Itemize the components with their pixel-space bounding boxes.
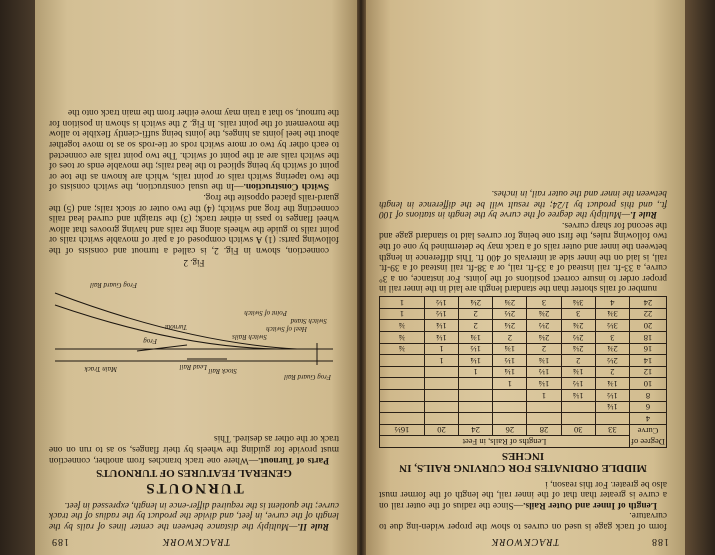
table-cell-degree: 10 [630,378,667,390]
table-cell: 3¼ [561,297,595,309]
table-cell: 2¾ [527,308,561,320]
table-cell: 1¾ [493,343,527,355]
table-cell [424,390,458,402]
table-row [380,366,667,378]
table-cell [493,401,527,413]
table-cell: 1½ [527,366,561,378]
table-cell: 1¼ [527,378,561,390]
turnout-diagram [51,273,337,389]
table-cell [493,390,527,402]
table-cell: 2½ [595,355,629,367]
right-body-bottom [49,107,339,255]
running-head [381,533,669,547]
table-cell: 4 [595,297,629,309]
table-length-head: 30 [561,424,595,436]
table-length-head: 33 [595,424,629,436]
table-cell: 2¼ [459,297,493,309]
table-row [380,355,667,367]
figure-label: Stock Rail [208,367,237,375]
table-cell-degree: 8 [630,390,667,402]
table-cell: 3 [527,297,561,309]
running-head [51,533,341,547]
table-cell: 1 [527,390,561,402]
table-cell-degree: 24 [630,297,667,309]
figure-label: Main Track [84,365,117,373]
table-cell [561,401,595,413]
table-cell [459,390,493,402]
table-cell-degree: 18 [630,332,667,344]
running-head-title: TRACKWORK [490,536,560,547]
table-cell: 1 [380,297,425,309]
table-cell: 3 [561,308,595,320]
table-row [380,343,667,355]
table-cell: 1¼ [459,355,493,367]
table-cell-degree: 6 [630,401,667,413]
table-cell [380,390,425,402]
paragraph [379,187,667,219]
table-cell: 2½ [561,332,595,344]
table-cell: 1½ [561,378,595,390]
figure-label: Switch Stand [290,317,327,325]
table-cell [424,366,458,378]
table-cell [459,401,493,413]
table-cell: 2¼ [561,343,595,355]
run-in-head: Parts of Turnout. [258,454,329,465]
table-length-head: 16½ [380,424,425,436]
table-row [380,390,667,402]
table-cell-degree: 12 [630,366,667,378]
table-cell [380,413,425,425]
table-cell: 2¼ [527,332,561,344]
table-row [380,378,667,390]
table-cell: 1½ [595,390,629,402]
run-in-head: Rule II. [297,521,329,531]
table-cell: 1½ [424,297,458,309]
table-cell: 2 [595,366,629,378]
figure-label: Heel of Switch [266,325,307,333]
table-cell [424,413,458,425]
paragraph-text: —In the usual construction, the switch consists of the two tapering switch rails or point rails, which are known as the toe or point of switch by being spliced to the lead rails; the movable ends or toes of the switch rails are at the point of switch. The two point rails are connected to each other by two or more switch rods or tie-rods so as to move together about the heel joints as hinges, the joints being suffi-ciently flexible to allow the movement of the point rails. In Fig. 2 the switch is shown in position for the turnout, so that a train may move either from the main track onto the [49,107,339,192]
figure-label: Frog [143,337,157,345]
table-col-head: Degree of Curve [631,425,665,447]
table-cell [424,401,458,413]
table-cell: 1½ [424,308,458,320]
table-lengths-row [380,424,667,436]
paragraph [49,499,339,531]
table-cell [493,413,527,425]
table-row [380,401,667,413]
table-cell: 3½ [595,320,629,332]
table-cell: 1 [424,355,458,367]
table-cell: 2¾ [493,297,527,309]
paragraph: form of track gage is used on curves to show the proper widen-ing due to curvature. [379,510,667,531]
table-cell: 1 [424,343,458,355]
table-row [380,332,667,344]
table-cell [380,355,425,367]
paragraph [49,107,339,192]
table-cell-degree: 16 [630,343,667,355]
figure-labels [84,281,332,381]
left-page [365,0,685,555]
table-cell: 1¾ [527,355,561,367]
table-cell: 1¼ [595,401,629,413]
table-cell: 1½ [493,355,527,367]
table-cell: 1 [493,378,527,390]
table-cell-degree: 20 [630,320,667,332]
table-cell: 1¼ [424,332,458,344]
table-cell [380,378,425,390]
frog-line [137,345,187,351]
table-cell [459,378,493,390]
run-in-head: Rule I. [630,209,657,220]
table-cell [380,366,425,378]
table-cell: 2 [459,320,493,332]
paragraph [379,478,667,510]
table-cell: 1 [380,308,425,320]
figure-label: Point of Switch [244,309,287,317]
table-cell: 3¾ [595,308,629,320]
running-head-title: TRACKWORK [161,536,231,547]
table-cell [424,378,458,390]
run-in-head: Length of Inner and Outer Rails. [523,499,657,510]
table-cell: ¾ [380,343,425,355]
table-cell [380,401,425,413]
table-cell: 2 [561,355,595,367]
table-cell: 1¼ [493,366,527,378]
table-cell: 1 [459,366,493,378]
run-in-head: Switch Construction. [243,181,329,192]
table-cell-degree: 4 [630,413,667,425]
paragraph [49,433,339,465]
table-cell: 1¾ [459,332,493,344]
table-cell: 2 [459,308,493,320]
table-cell-degree: 22 [630,308,667,320]
table-cell: 3 [595,332,629,344]
table-cell [561,413,595,425]
table-cell: ¾ [380,332,425,344]
table-cell: 2¾ [561,320,595,332]
paragraph-text: —Multiply the degree of the curve by the length in stations of 100 ft., and this product by 1/24; the result will be the difference in length between the inner and the outer rail, in inches. [379,187,667,220]
figure-label: Switch Rails [232,333,267,341]
table-length-head: 28 [527,424,561,436]
table-cell: 1¾ [561,366,595,378]
table-cell: 1¼ [561,390,595,402]
table-length-head: 20 [424,424,458,436]
paragraph: number of rails shorter than the standard length are laid in the inner rail in proper order to insure correct positions of the joints. For instance, on a 3° curve, a 33-ft. rail instead of a 33-ft. rail, or a 38-ft. rail instead of a 39-ft. rail, is laid on the inner side at intervals of 400 ft. This difference in length between the inner and outer rails of a track may be determined by one of the two following rules, the first one being for curves laid to standard gage and the second for sharp curves. [379,219,667,294]
book-gutter [356,0,366,555]
page-number: 189 [51,536,69,547]
table-row [380,297,667,309]
figure-caption: Fig. 2 [183,258,205,268]
right-page [35,0,357,555]
page-number: 188 [651,536,669,547]
table-title: MIDDLE ORDINATES FOR CURVING RAILS, IN INCHES [399,450,647,475]
table-cell [527,401,561,413]
turnout-figure [51,258,337,389]
table-cell: 1¾ [595,378,629,390]
table-length-head: 26 [493,424,527,436]
paragraph-text: —Where one track branches from another, connection must provide for guiding the wheels by their flanges, so as to run on one track or the other as desired. This [49,433,339,465]
left-body [379,187,667,531]
table-row [380,413,667,425]
table-cell: 2¾ [595,343,629,355]
table-row [380,320,667,332]
figure-label: Frog Guard Rail [284,373,331,381]
table-length-head: 24 [459,424,493,436]
middle-ordinates-table [379,296,667,448]
table-cell: 2½ [493,308,527,320]
paragraph-text: —Since the radius of the outer rail on a curve is greater than that of the inner rail, the length of the former must also be greater. For this reason, i [379,478,667,510]
figure-label: Lead Rail [179,363,207,371]
table-cell-degree: 14 [630,355,667,367]
table-cell: ¾ [380,320,425,332]
table-cell: 2 [527,343,561,355]
table-cell [527,413,561,425]
table-span-head: Lengths of Rails, in Feet [380,436,630,448]
table-cell: 1¼ [424,320,458,332]
figure-label: Turnout [164,323,187,331]
figure-label: Frog Guard Rail [90,281,137,289]
table-cell [595,413,629,425]
table-cell: 2¼ [493,320,527,332]
table-cell: 2 [493,332,527,344]
table-cell: 1½ [459,343,493,355]
right-body-top [49,433,339,531]
table-body [380,297,667,425]
section-subtitle: GENERAL FEATURES OF TURNOUTS [96,466,292,479]
table-cell: 2½ [527,320,561,332]
paragraph: connection, shown in Fig. 2, is called a turnout and consists of the following parts: (1) A switch composed of a pair of movable switch rails or point rails to guide the wheels along the rails and having grooves that allow wheel flanges to pass in either track; (3) the straight and curved lead rails connecting the frog and switch; (4) the two outer or stock rails; and (5) the guard-rails placed opposite the frog. [49,192,339,255]
section-title: TURNOUTS [144,480,244,497]
paragraph-text: —Multiply the distance between the center lines of rails by the length of the curve, in feet, and divide the product by the radius of the track curve; the quotient is the required differ-ence in length, expressed in feet. [49,499,339,531]
table-cell [459,413,493,425]
table-row [380,308,667,320]
